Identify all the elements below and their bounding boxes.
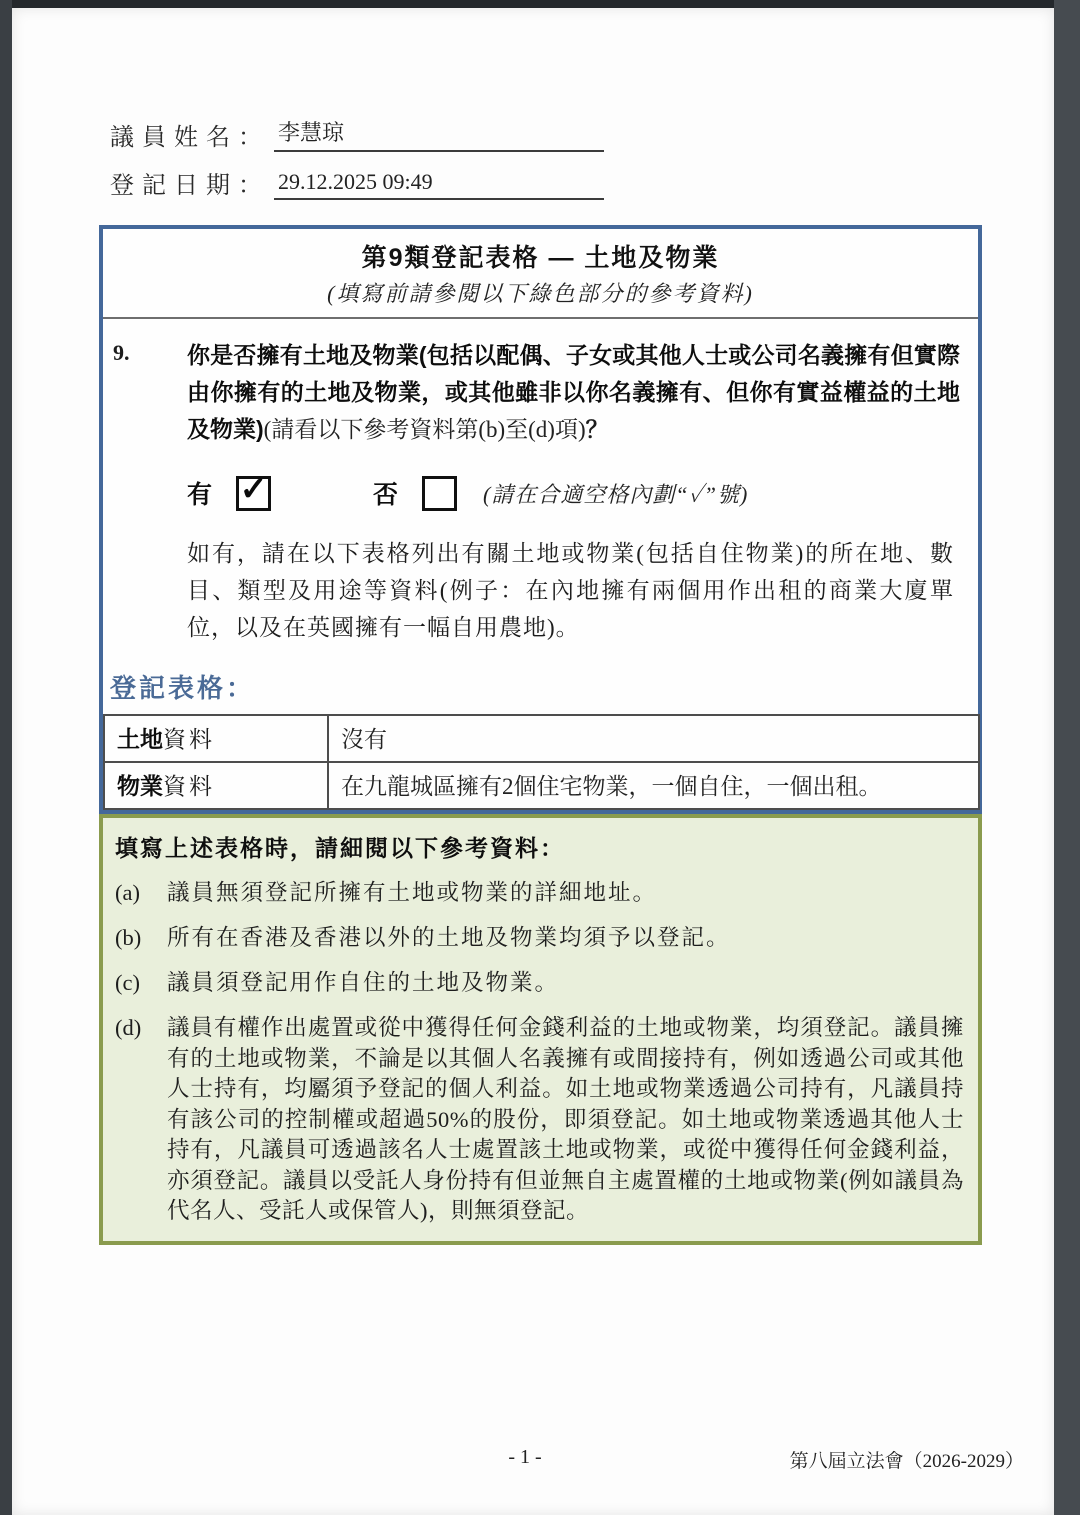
reference-item-a bbox=[115, 878, 964, 908]
table-row-land bbox=[104, 715, 979, 762]
page-footer bbox=[12, 1446, 1054, 1476]
member-name-label: 議員姓名： bbox=[110, 125, 270, 151]
land-label-cell bbox=[104, 715, 328, 762]
registration-date-row bbox=[110, 165, 1054, 200]
question-9 bbox=[103, 319, 978, 448]
item-d-marker: (d) bbox=[115, 1015, 142, 1040]
yes-no-row bbox=[187, 470, 978, 511]
category-9-form-box bbox=[99, 225, 982, 814]
checkbox-note: (請在合適空格內劃“✓”號) bbox=[483, 481, 749, 507]
item-c-marker: (c) bbox=[115, 970, 140, 995]
viewer-right-edge bbox=[1054, 0, 1080, 1515]
reference-item-c bbox=[115, 968, 964, 998]
property-value-cell: 在九龍城區擁有2個住宅物業，一個自住，一個出租。 bbox=[328, 762, 979, 809]
question-text bbox=[187, 337, 960, 448]
document-page bbox=[12, 8, 1054, 1515]
yes-label: 有 bbox=[187, 481, 213, 509]
checkmark-icon: ✓ bbox=[239, 470, 268, 507]
item-b-text: 所有在香港及香港以外的土地及物業均須予以登記。 bbox=[167, 925, 731, 950]
page-number: - 1 - bbox=[508, 1446, 542, 1468]
question-mark: ？ bbox=[585, 416, 609, 442]
question-text-regular: (請看以下參考資料第(b)至(d)項) bbox=[263, 417, 586, 442]
item-c-text: 議員須登記用作自住的土地及物業。 bbox=[167, 970, 560, 995]
land-value-cell: 沒有 bbox=[328, 715, 979, 762]
viewer-left-edge bbox=[0, 0, 12, 1515]
member-name-row bbox=[110, 116, 1054, 152]
viewer-top-edge bbox=[0, 0, 1080, 8]
reference-notes-box bbox=[99, 814, 982, 1245]
registration-table-heading: 登記表格： bbox=[110, 673, 256, 703]
form-title: 第9類登記表格 — 土地及物業 bbox=[361, 244, 720, 272]
no-label: 否 bbox=[373, 481, 399, 509]
item-a-marker: (a) bbox=[115, 880, 140, 905]
registration-table bbox=[103, 714, 980, 810]
legco-term-label: 第八屆立法會（2026-2029） bbox=[789, 1451, 1024, 1472]
item-a-text: 議員無須登記所擁有土地或物業的詳細地址。 bbox=[167, 880, 658, 905]
reference-item-b bbox=[115, 923, 964, 953]
reference-item-d bbox=[115, 1013, 964, 1227]
no-checkbox[interactable] bbox=[422, 476, 457, 511]
yes-checkbox[interactable] bbox=[236, 470, 271, 511]
registration-date-value: 29.12.2025 09:49 bbox=[274, 169, 604, 200]
land-label-rest: 資料 bbox=[163, 727, 215, 752]
member-name-value: 李慧琼 bbox=[274, 116, 604, 152]
reference-heading: 填寫上述表格時，請細閱以下參考資料： bbox=[115, 835, 565, 861]
land-label-bold: 土地 bbox=[117, 726, 163, 752]
question-number: 9. bbox=[113, 340, 130, 365]
item-b-marker: (b) bbox=[115, 925, 142, 950]
property-label-cell bbox=[104, 762, 328, 809]
question-text-bold: 你是否擁有土地及物業(包括以配偶、子女或其他人士或公司名義擁有但實際由你擁有的土地及物業，或其他雖非以你名義擁有、但你有實益權益的土地及物業) bbox=[187, 342, 960, 442]
registration-date-label: 登記日期： bbox=[110, 173, 270, 199]
property-label-rest: 資料 bbox=[163, 774, 215, 799]
property-label-bold: 物業 bbox=[117, 773, 163, 799]
header-fields bbox=[12, 8, 1054, 200]
item-d-text: 議員有權作出處置或從中獲得任何金錢利益的土地或物業，均須登記。議員擁有的土地或物業，不論是以其個人名義擁有或間接持有，例如透過公司或其他人士持有，均屬須予登記的個人利益。如土地或物業透過公司持有，凡議員持有該公司的控制權或超過50%的股份，即須登記。如土地或物業透過其他人士持有，凡議員可透過該名人士處置該土地或物業，或從中獲得任何金錢利益，亦須登記。議員以受託人身份持有但並無自主處置權的土地或物業(例如議員為代名人、受託人或保管人)，則無須登記。 bbox=[167, 1015, 964, 1223]
form-subtitle: (填寫前請參閱以下綠色部分的參考資料) bbox=[327, 281, 754, 306]
if-yes-instruction: 如有，請在以下表格列出有關土地或物業(包括自住物業)的所在地、數目、類型及用途等資料(例子：在內地擁有兩個用作出租的商業大廈單位，以及在英國擁有一幅自用農地)。 bbox=[187, 541, 954, 640]
table-row-property bbox=[104, 762, 979, 809]
